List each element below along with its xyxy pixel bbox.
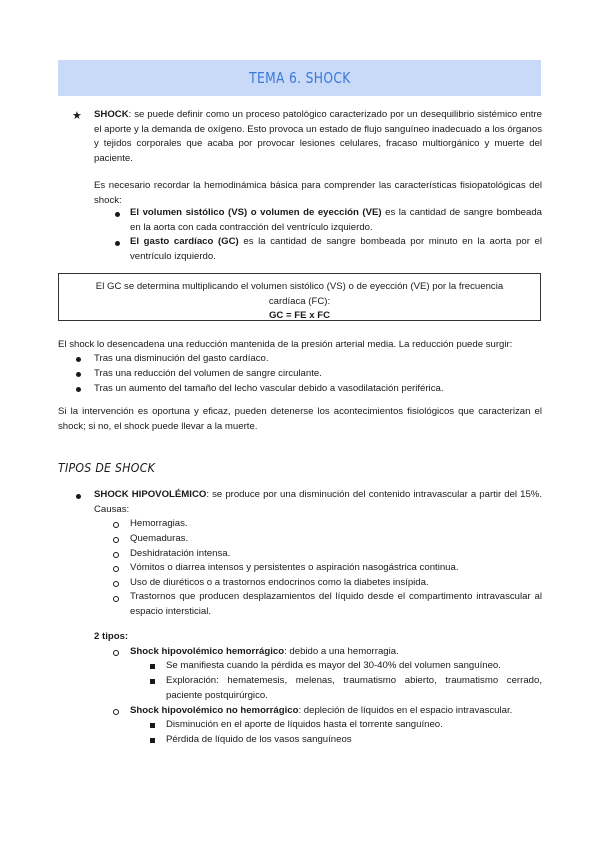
section-heading-tipos: TIPOS DE SHOCK — [58, 460, 156, 475]
list-item: Quemaduras. — [130, 533, 189, 544]
list-item: Se manifiesta cuando la pérdida es mayor del 30-40% del volumen sanguíneo. — [166, 660, 501, 671]
title-banner — [58, 60, 541, 96]
bullet-icon — [76, 494, 81, 499]
list-item: Pérdida de líquido de los vasos sanguíneos — [166, 734, 352, 745]
hemodynamics-intro: Es necesario recordar la hemodinámica básica para comprender las características fisiopatológicas del shock: — [94, 180, 542, 206]
hemorrhagic-shock: Shock hipovolémico hemorrágico: debido a una hemorragia. — [130, 646, 399, 657]
square-bullet-icon — [150, 738, 155, 743]
circle-bullet-icon — [113, 566, 119, 572]
star-bullet-icon: ★ — [72, 110, 82, 122]
bullet-icon — [76, 357, 81, 362]
reduction-lead: El shock lo desencadena una reducción mantenida de la presión arterial media. La reducción puede surgir: — [58, 339, 513, 350]
list-item: El volumen sistólico (VS) o volumen de eyección (VE) es la cantidad de sangre bombeada en la aorta con cada contracción del ventrículo izquierdo. — [130, 207, 542, 233]
list-item: El gasto cardíaco (GC) es la cantidad de sangre bombeada por minuto en la aorta por el ventrículo izquierdo. — [130, 236, 542, 262]
circle-bullet-icon — [113, 596, 119, 602]
list-item: Tras una disminución del gasto cardíaco. — [94, 353, 269, 364]
shock-term: SHOCK — [94, 109, 129, 120]
list-item: Tras una reducción del volumen de sangre circulante. — [94, 368, 322, 379]
bullet-icon — [115, 212, 120, 217]
non-hemorrhagic-shock: Shock hipovolémico no hemorrágico: depleción de líquidos en el espacio intravascular. — [130, 705, 513, 716]
bullet-icon — [76, 387, 81, 392]
square-bullet-icon — [150, 723, 155, 728]
list-item: Vómitos o diarrea intensos y persistentes o aspiración nasogástrica continua. — [130, 562, 459, 573]
circle-bullet-icon — [113, 537, 119, 543]
shock-definition — [94, 108, 542, 166]
square-bullet-icon — [150, 664, 155, 669]
bullet-icon — [76, 372, 81, 377]
circle-bullet-icon — [113, 709, 119, 715]
hypovolemic-shock: SHOCK HIPOVOLÉMICO: se produce por una disminución del contenido intravascular a partir del 15%. Causas: — [94, 489, 542, 515]
circle-bullet-icon — [113, 650, 119, 656]
list-item: Uso de diuréticos o a trastornos endocrinos como la diabetes insípida. — [130, 577, 429, 588]
list-item: Hemorragias. — [130, 518, 188, 529]
bullet-icon — [115, 241, 120, 246]
formula: GC = FE x FC — [268, 310, 331, 322]
list-item: Deshidratación intensa. — [130, 548, 231, 559]
list-item: Disminución en el aporte de líquidos hasta el torrente sanguíneo. — [166, 719, 443, 730]
formula-box — [58, 273, 541, 321]
page-title: TEMA 6. SHOCK — [248, 68, 351, 87]
intervention-paragraph: Si la intervención es oportuna y eficaz, pueden detenerse los acontecimientos fisiológicos que caracterizan el shock; si no, el shock puede llevar a la muerte. — [58, 406, 542, 432]
list-item: Exploración: hematemesis, melenas, traumatismo abierto, traumatismo cerrado, paciente postquirúrgico. — [166, 675, 542, 701]
list-item: Trastornos que producen desplazamientos del líquido desde el compartimento intravascular al espacio intersticial. — [130, 591, 542, 617]
shock-definition-text: : se puede definir como un proceso patológico caracterizado por un desequilibrio sistémico entre el aporte y la demanda de oxígeno. Esto provoca un estado de flujo sanguíneo inadecuado a los órganos y tejidos corporales que acaba por provocar lesiones celulares, fracaso multiorgánico y muerte del paciente. — [94, 109, 542, 164]
two-types-label: 2 tipos: — [94, 631, 129, 642]
circle-bullet-icon — [113, 552, 119, 558]
formula-description: El GC se determina multiplicando el volumen sistólico (VS) o de eyección (VE) por la frecuencia cardíaca (FC): — [95, 281, 504, 307]
square-bullet-icon — [150, 679, 155, 684]
circle-bullet-icon — [113, 581, 119, 587]
list-item: Tras un aumento del tamaño del lecho vascular debido a vasodilatación periférica. — [94, 383, 444, 394]
circle-bullet-icon — [113, 522, 119, 528]
